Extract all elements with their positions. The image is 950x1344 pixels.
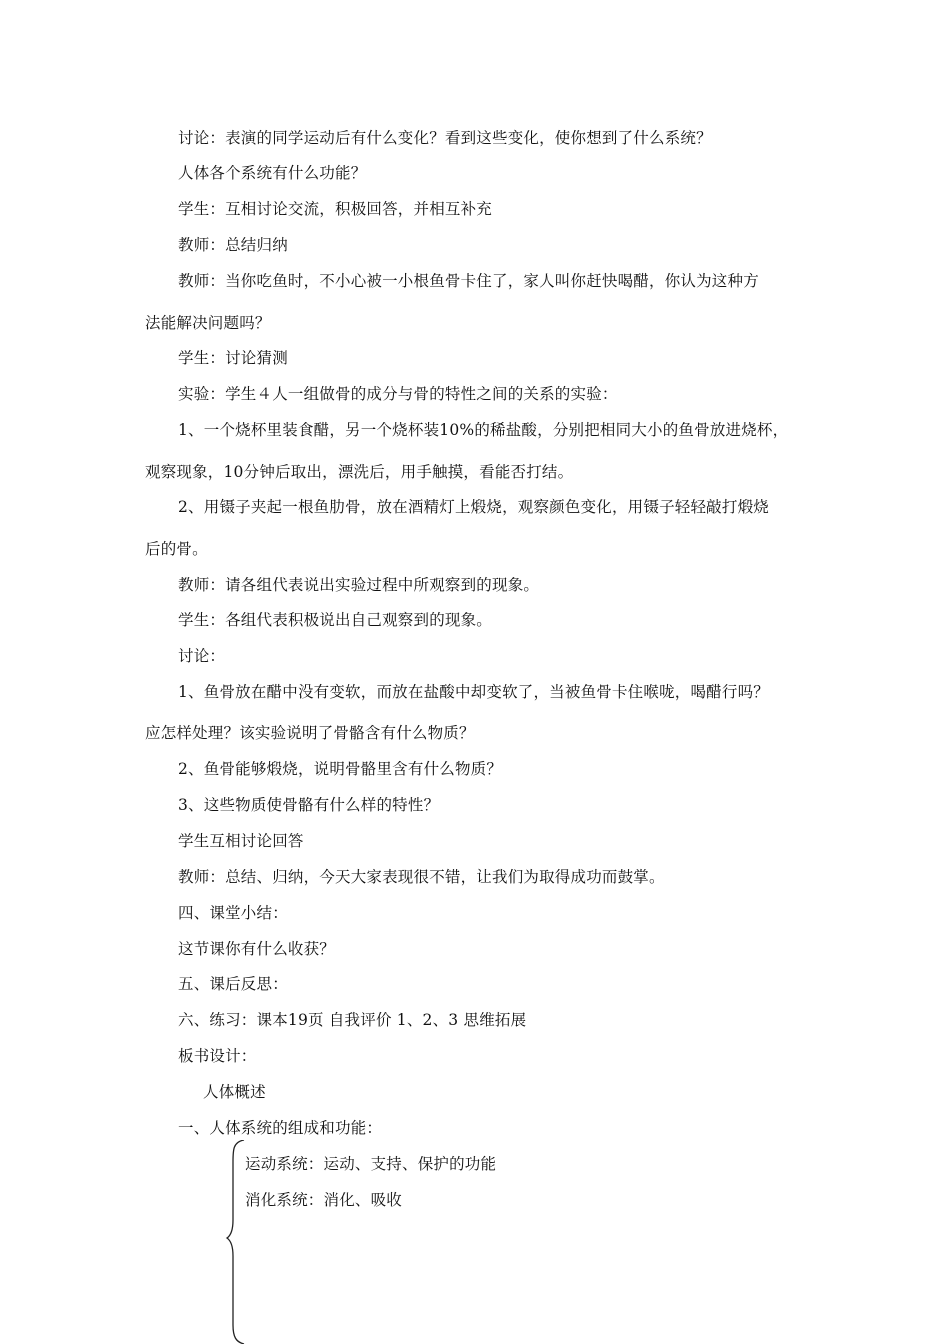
student-discussion: 学生互相讨论回答 [178, 832, 304, 850]
student-observations: 学生：各组代表积极说出自己观察到的现象。 [178, 611, 493, 629]
teacher-question-line-2: 法能解决问题吗？ [145, 314, 271, 332]
teacher-question-line-1: 教师：当你吃鱼时，不小心被一小根鱼骨卡住了，家人叫你赶快喝醋，你认为这种方 [178, 272, 759, 290]
discussion-item-3: 3、这些物质使骨骼有什么样的特性？ [178, 796, 440, 814]
board-design-heading: 板书设计： [178, 1047, 257, 1065]
experiment-step-2-line-1: 2、用镊子夹起一根鱼肋骨，放在酒精灯上煅烧，观察颜色变化，用镊子轻轻敲打煅烧 [178, 498, 769, 516]
teacher-request: 教师：请各组代表说出实验过程中所观察到的现象。 [178, 576, 540, 594]
discussion-heading: 讨论： [178, 647, 226, 665]
board-section-1: 一、人体系统的组成和功能： [178, 1119, 383, 1137]
experiment-step-1-line-2: 观察现象，10分钟后取出，漂洗后，用手触摸，看能否打结。 [145, 463, 574, 481]
curly-brace-icon [218, 1140, 258, 1344]
summary-question: 这节课你有什么收获？ [178, 940, 336, 958]
board-item-digestive-system: 消化系统：消化、吸收 [245, 1191, 403, 1209]
section-reflection: 五、课后反思： [178, 975, 288, 993]
experiment-intro: 实验：学生４人一组做骨的成分与骨的特性之间的关系的实验： [178, 385, 618, 403]
teacher-conclusion: 教师：总结、归纳，今天大家表现很不错，让我们为取得成功而鼓掌。 [178, 868, 665, 886]
student-guess: 学生：讨论猜测 [178, 349, 288, 367]
discussion-item-2: 2、鱼骨能够煅烧，说明骨骼里含有什么物质？ [178, 760, 503, 778]
section-exercises: 六、练习：课本19页 自我评价 1、2、3 思维拓展 [178, 1011, 527, 1029]
discussion-question-1: 讨论：表演的同学运动后有什么变化？看到这些变化，使你想到了什么系统？ [178, 129, 712, 147]
discussion-item-1-line-1: 1、鱼骨放在醋中没有变软，而放在盐酸中却变软了，当被鱼骨卡住喉咙，喝醋行吗？ [178, 683, 769, 701]
section-class-summary: 四、课堂小结： [178, 904, 288, 922]
board-title: 人体概述 [203, 1083, 266, 1101]
board-item-motor-system: 运动系统：运动、支持、保护的功能 [245, 1155, 497, 1173]
experiment-step-1-line-1: 1、一个烧杯里装食醋，另一个烧杯装10%的稀盐酸，分别把相同大小的鱼骨放进烧杯， [178, 421, 789, 439]
discussion-item-1-line-2: 应怎样处理？该实验说明了骨骼含有什么物质？ [145, 724, 475, 742]
discussion-question-2: 人体各个系统有什么功能？ [178, 164, 367, 182]
teacher-summary-1: 教师：总结归纳 [178, 236, 288, 254]
student-response-1: 学生：互相讨论交流，积极回答，并相互补充 [178, 200, 493, 218]
experiment-step-2-line-2: 后的骨。 [145, 540, 208, 558]
